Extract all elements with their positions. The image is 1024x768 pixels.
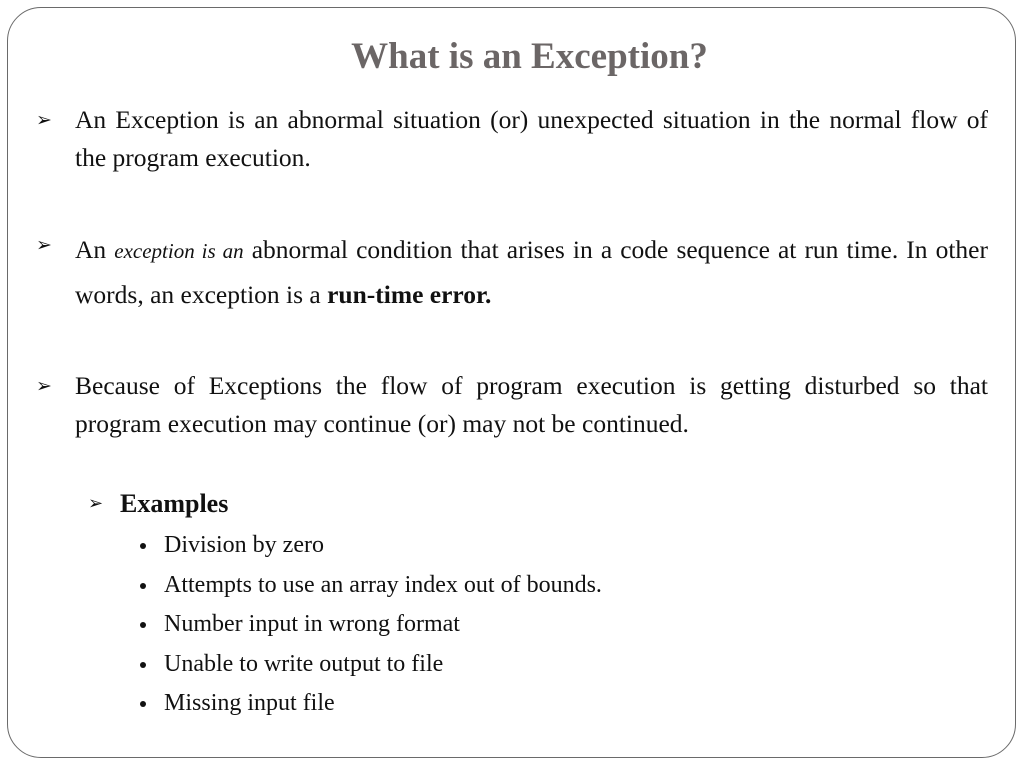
list-item-label: Unable to write output to file xyxy=(164,650,444,677)
bullet-runtime-error xyxy=(75,228,988,316)
bullet-dot-icon xyxy=(140,662,146,668)
list-item xyxy=(137,570,602,610)
list-item xyxy=(137,609,602,649)
list-item xyxy=(137,649,602,689)
bullet-definition: An Exception is an abnormal situation (or) unexpected situation in the normal flow of the program execution. xyxy=(75,105,988,172)
list-item xyxy=(137,530,602,570)
examples-list xyxy=(137,530,602,728)
bullet-middle-text: abnormal condition that arises in a code sequence at run time. In other words, an exception is a xyxy=(75,235,988,309)
bullet-bold-text: run-time error. xyxy=(327,280,492,309)
bullet-italic-text: exception is an xyxy=(114,239,244,263)
list-item xyxy=(137,688,602,728)
list-item-label: Division by zero xyxy=(164,532,324,558)
arrow-bullet-icon: ➢ xyxy=(88,493,104,514)
arrow-bullet-icon: ➢ xyxy=(36,234,52,256)
list-item-label: Missing input file xyxy=(164,690,335,716)
list-item-label: Number input in wrong format xyxy=(164,611,460,637)
bullet-dot-icon xyxy=(140,622,146,628)
bullet-dot-icon xyxy=(140,583,146,589)
bullet-dot-icon xyxy=(140,701,146,707)
examples-heading: Examples xyxy=(120,489,229,518)
arrow-bullet-icon: ➢ xyxy=(36,109,52,131)
slide-title: What is an Exception? xyxy=(351,36,708,77)
bullet-dot-icon xyxy=(140,543,146,549)
bullet-lead-text: An xyxy=(75,235,115,264)
bullet-flow-disturbed: Because of Exceptions the flow of program execution is getting disturbed so that program execution may continue (or) may not be continued. xyxy=(75,371,988,438)
arrow-bullet-icon: ➢ xyxy=(36,375,52,397)
list-item-label: Attempts to use an array index out of bounds. xyxy=(164,571,602,598)
